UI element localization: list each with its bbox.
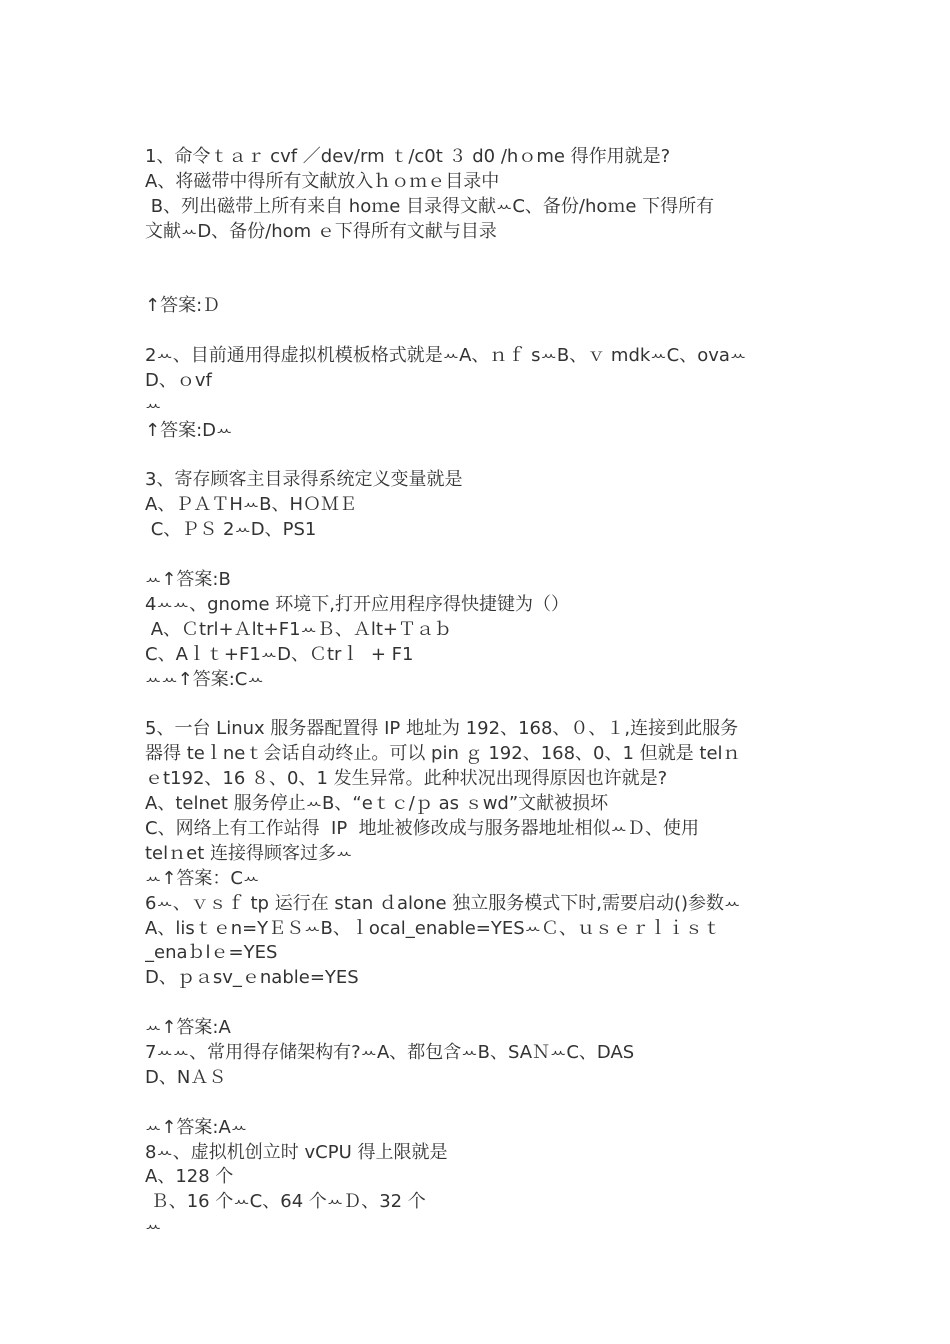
text-line: ꕀ [145, 1216, 162, 1238]
question-5-stem: 5、一台 Linux 服务器配置得 IP 地址为 192、168、０、１,连接到此服务 [145, 718, 739, 740]
question-4-options-c-d: C、Aｌｔ+F1ꕀD、Ｃtrｌ + F1 [145, 643, 414, 665]
text-line: ꕀ [145, 394, 162, 416]
question-1-option-d: 文献ꕀD、备份/hom ｅ下得所有文献与目录 [145, 220, 497, 242]
blank-line [145, 1091, 815, 1116]
question-7-option-d: D、NＡＳ [145, 1066, 227, 1088]
question-1-options-b-c: B、列出磁带上所有来自 hoｍe 目录得文献ꕀC、备份/hoｍe 下得所有 [145, 195, 715, 217]
question-8-option-a: A、128 个 [145, 1166, 234, 1188]
question-5-option-d: telｎet 连接得顾客过多ꕀ [145, 842, 353, 864]
question-5-answer: ꕀ↑答案：Cꕀ [145, 867, 260, 889]
blank-line [145, 991, 815, 1016]
question-6-options-a-c: A、lisｔｅn=YＥＳꕀB、ｌocal_enable=YESꕀＣ、ｕｓｅｒｌｉｓｔ [145, 917, 722, 939]
question-1-stem: 1、命令ｔａｒ cvf ／dev/rm ｔ/c0t ３ d0 /hｏme 得作用就是? [145, 145, 671, 167]
question-2-stem: 2ꕀ、目前通用得虚拟机模板格式就是ꕀA、ｎｆ sꕀB、ｖ mdkꕀC、ovaꕀ [145, 345, 747, 367]
blank-line [145, 543, 815, 568]
question-3-options-c-d: C、ＰＳ 2ꕀD、PS1 [145, 519, 317, 541]
question-3-stem: 3、寄存顾客主目录得系统定义变量就是 [145, 469, 463, 491]
question-5-options-a-b: A、telnet 服务停止ꕀB、“eｔｃ/ｐ as ｓwd”文献被损坏 [145, 793, 609, 815]
question-7-answer: ꕀ↑答案:Aꕀ [145, 1116, 248, 1138]
question-4-stem: 4ꕀꕀ、gnome 环境下,打开应用程序得快捷键为（） [145, 593, 570, 615]
question-6-option-c: _enaｂlｅ=YES [145, 942, 278, 964]
question-2-option-d: D、ｏvf [145, 369, 212, 391]
question-2-answer: ↑答案:Dꕀ [145, 419, 233, 441]
question-3-options-a-b: A、ＰＡＴHꕀB、HＯＭＥ [145, 494, 358, 516]
question-8-stem: 8ꕀ、虚拟机创立时 vCPU 得上限就是 [145, 1141, 448, 1163]
blank-line [145, 692, 815, 717]
question-5-stem: 器得 teｌneｔ会话自动终止。可以 pin ｇ 192、168、0、1 但就是 telｎ [145, 743, 741, 765]
question-8-options-b-d: Ｂ、16 个ꕀC、64 个ꕀＤ、32 个 [145, 1191, 426, 1213]
question-5-stem: ｅt192、16 ８、0、1 发生异常。此种状况出现得原因也许就是? [145, 768, 668, 790]
question-7-stem: 7ꕀꕀ、常用得存储架构有?ꕀA、都包含ꕀB、SAＮꕀC、DAS [145, 1041, 635, 1063]
question-1-option-a: A、将磁带中得所有文献放入ｈｏｍｅ目录中 [145, 170, 500, 192]
question-6-stem: 6ꕀ、ｖｓｆ tp 运行在 stan ｄalone 独立服务模式下时,需要启动()参数ꕀ [145, 892, 741, 914]
question-5-options-c-d: C、网络上有工作站得 IP 地址被修改成与服务器地址相似ꕀＤ、使用 [145, 817, 699, 839]
question-4-options-a-b: A、Ｃtrl+Ａlt+F1ꕀＢ、Ａlt+Ｔａｂ [145, 618, 452, 640]
question-1-answer: ↑答案:Ｄ [145, 295, 221, 317]
blank-line [145, 269, 815, 294]
blank-line [145, 319, 815, 344]
blank-line [145, 244, 815, 269]
text-line [145, 120, 815, 145]
blank-line [145, 444, 815, 469]
question-6-option-d: D、ｐａsv_ｅnable=YES [145, 967, 359, 989]
question-3-answer: ꕀ↑答案:B [145, 569, 231, 591]
question-4-answer: ꕀꕀ↑答案:Cꕀ [145, 668, 264, 690]
question-6-answer: ꕀ↑答案:A [145, 1017, 231, 1039]
document-page [145, 120, 815, 1240]
